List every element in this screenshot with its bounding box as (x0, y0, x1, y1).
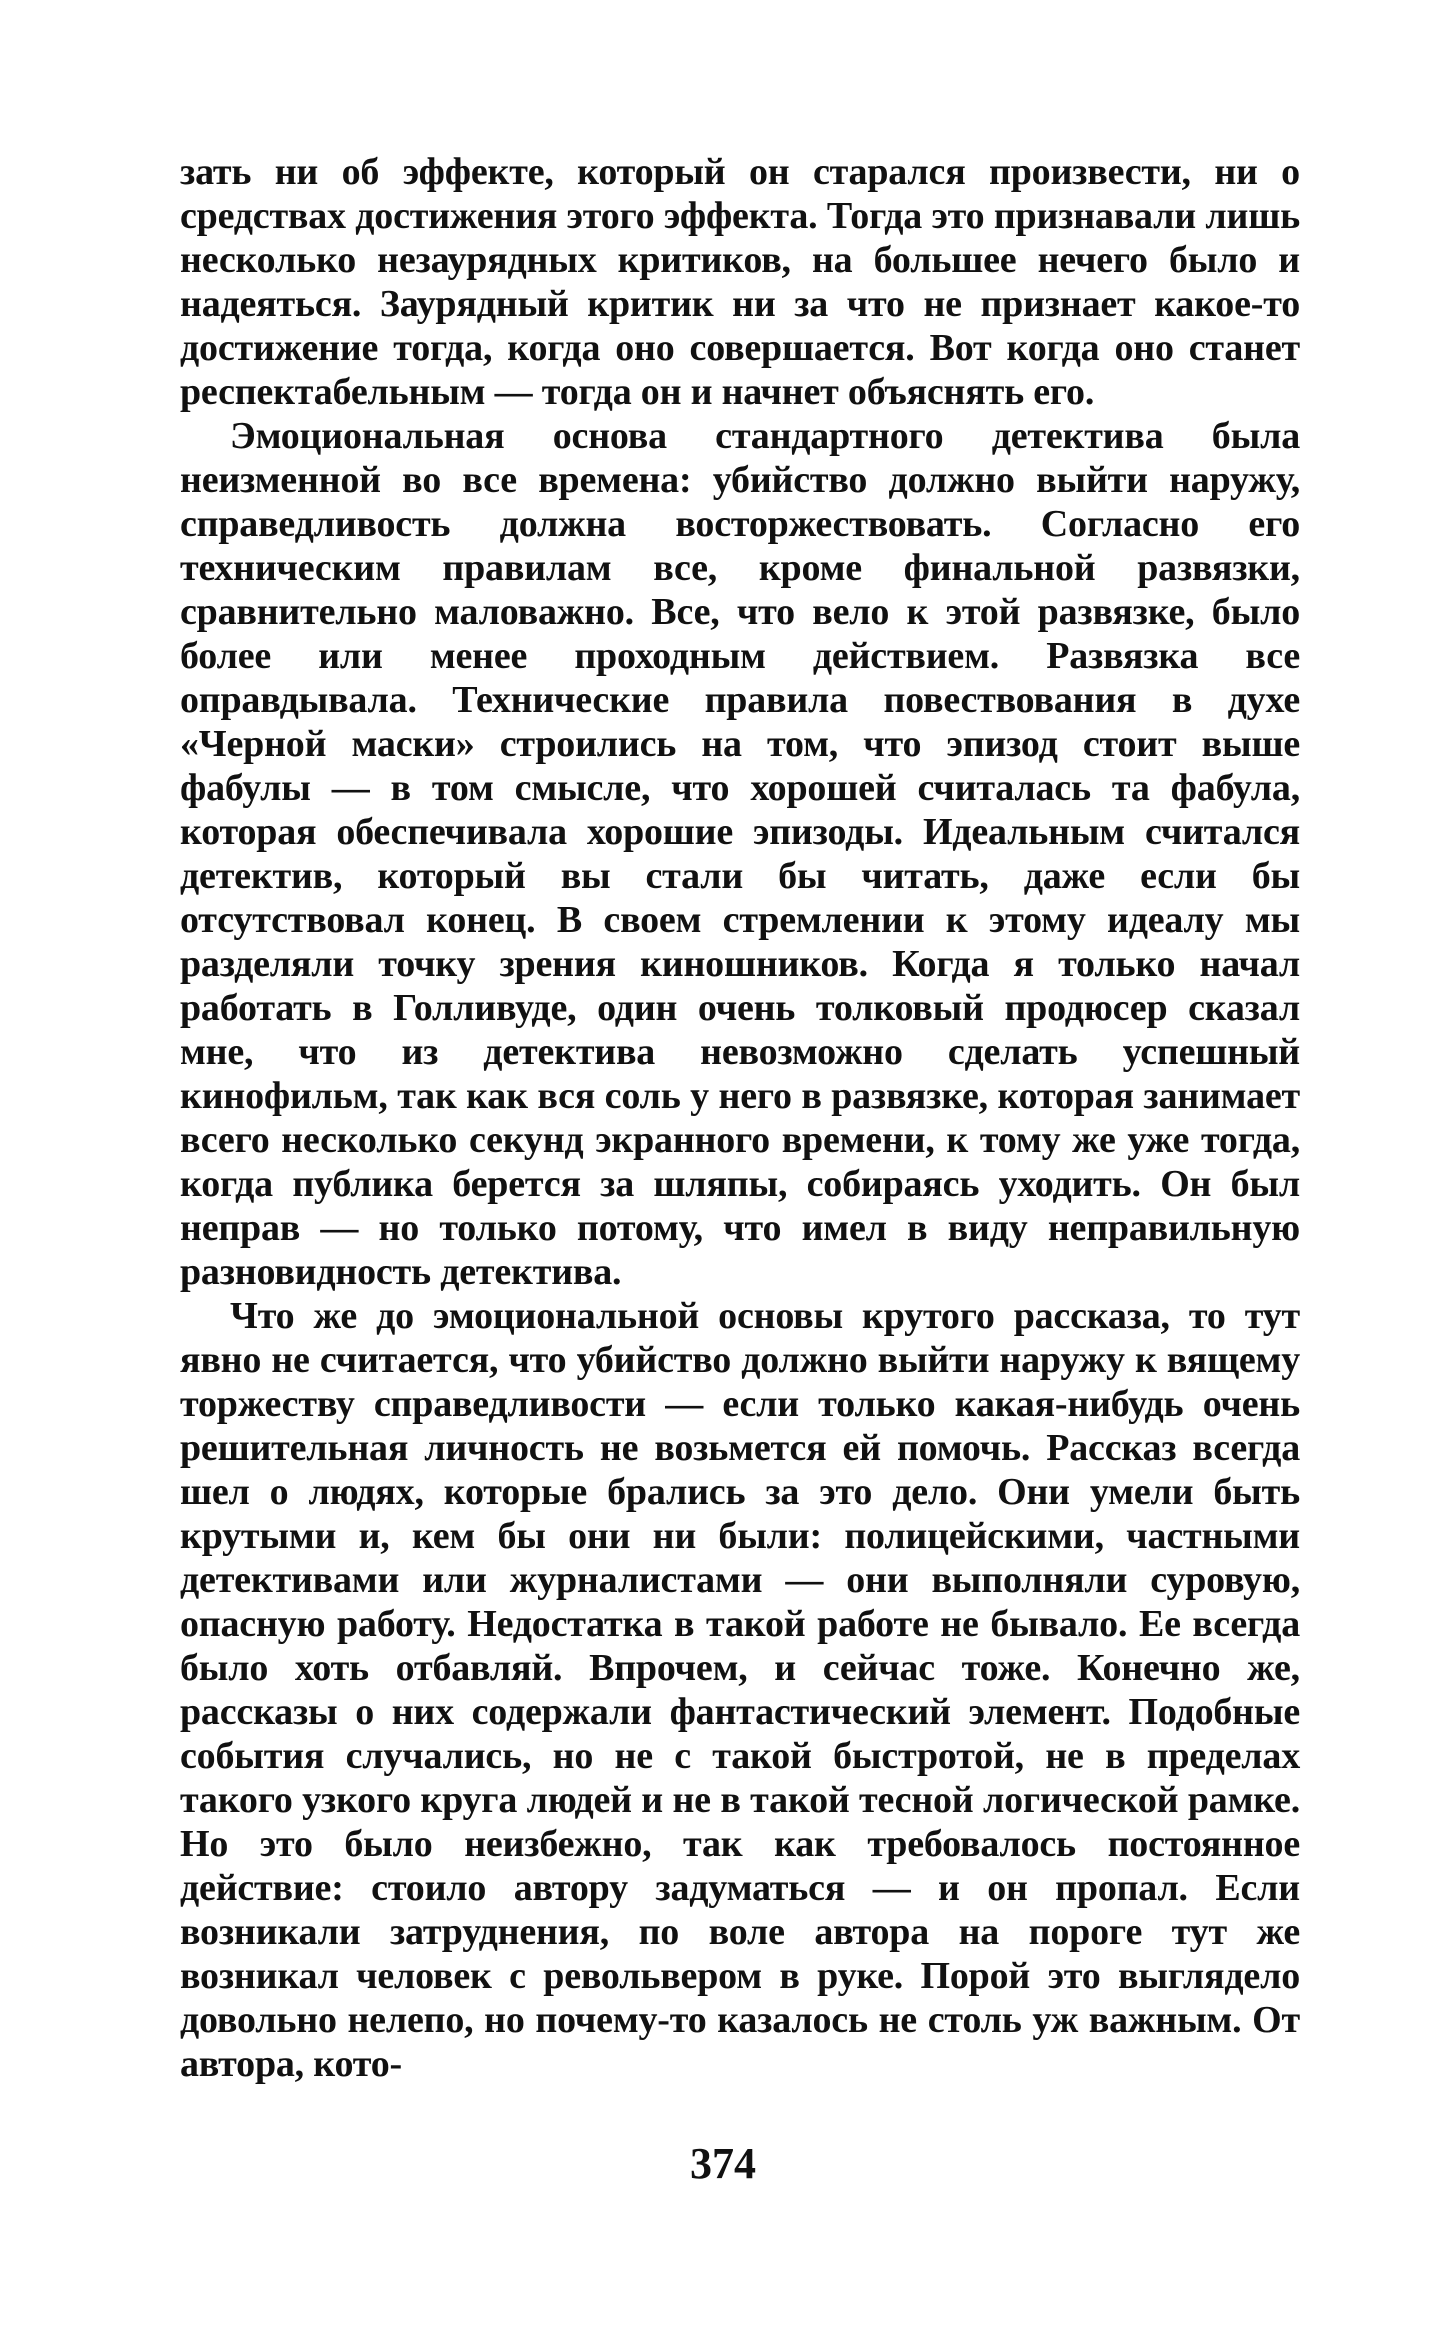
page-number: 374 (690, 2139, 756, 2188)
paragraph-hardboiled-story: Что же до эмоциональной основы крутого рассказа, то тут явно не считается, что убийство должно выйти наружу к вящему торжеству справедливости — если только какая-нибудь очень решительная личность не возьмется ей помочь. Рассказ всегда шел о людях, которые брались за это дело. Они умели быть крутыми и, кем бы они ни были: полицейскими, частными детективами или журналистами — они выполняли суровую, опасную работу. Недостатка в такой работе не бывало. Ее всегда было хоть отбавляй. Впрочем, и сейчас тоже. Конечно же, рассказы о них содержали фантастический элемент. Подобные события случались, но не с такой быстротой, не в пределах такого узкого круга людей и не в такой тесной логической рамке. Но это было неизбежно, так как требовалось постоянное действие: стоило автору задуматься — и он пропал. Если возникали затруднения, по воле автора на пороге тут же возникал человек с револьвером в руке. Порой это выглядело довольно нелепо, но почему-то казалось не столь уж важным. От автора, кото- (180, 1295, 1300, 2085)
page-body (180, 150, 1300, 2086)
paragraph-emotional-basis-detective: Эмоциональная основа стандартного детектива была неизменной во все времена: убийство должно выйти наружу, справедливость должна восторжествовать. Согласно его техническим правилам все, кроме финальной развязки, сравнительно маловажно. Все, что вело к этой развязке, было более или менее проходным действием. Развязка все оправдывала. Технические правила повествования в духе «Черной маски» строились на том, что эпизод стоит выше фабулы — в том смысле, что хорошей считалась та фабула, которая обеспечивала хорошие эпизоды. Идеальным считался детектив, который вы стали бы читать, даже если бы отсутствовал конец. В своем стремлении к этому идеалу мы разделяли точку зрения киношников. Когда я только начал работать в Голливуде, один очень толковый продюсер сказал мне, что из детектива невозможно сделать успешный кинофильм, так как вся соль у него в развязке, которая занимает всего несколько секунд экранного времени, к тому же уже тогда, когда публика берется за шляпы, собираясь уходить. Он был неправ — но только потому, что имел в виду неправильную разновидность детектива. (180, 415, 1300, 1293)
paragraph-continued: зать ни об эффекте, который он старался произвести, ни о средствах достижения этого эффекта. Тогда это признавали лишь несколько незаурядных критиков, на большее нечего было и надеяться. Заурядный критик ни за что не признает какое-то достижение тогда, когда оно совершается. Вот когда оно станет респектабельным — тогда он и начнет объяснять его. (180, 151, 1300, 413)
